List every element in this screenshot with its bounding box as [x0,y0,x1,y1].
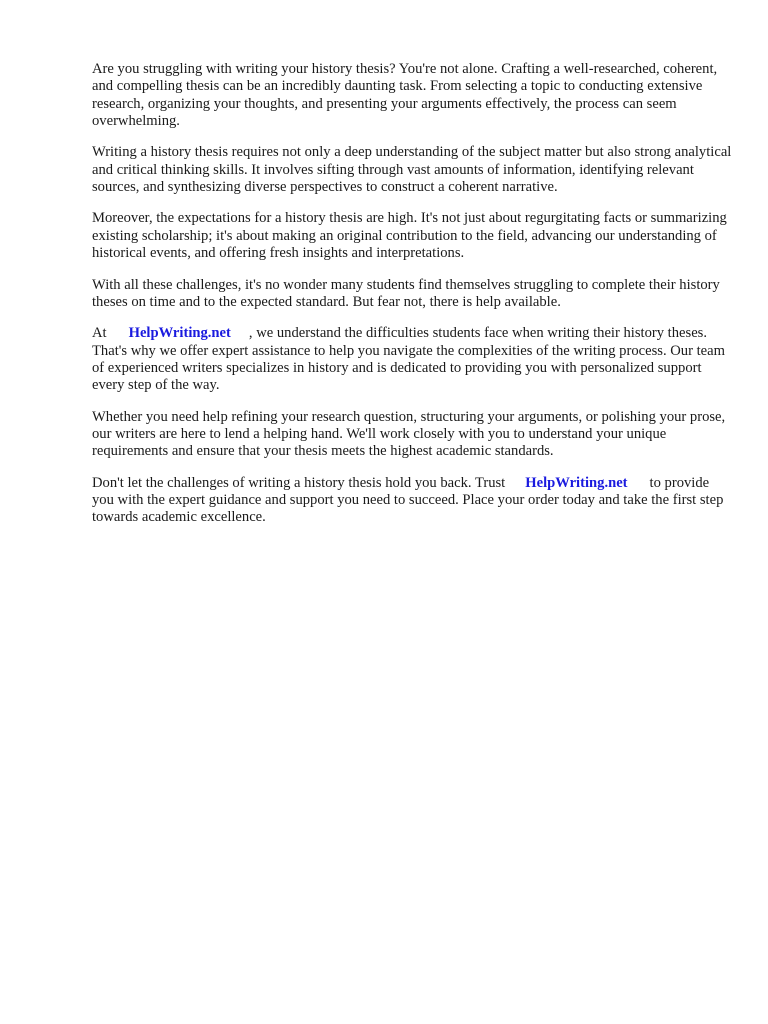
paragraph-closing [92,475,732,527]
helpwriting-link-closing[interactable]: HelpWriting.net [525,474,628,491]
paragraph-requirements: Writing a history thesis requires not only a deep understanding of the subject matter but also strong analytical and critical thinking skills. It involves sifting through vast amounts of information, identifying relevant sources, and synthesizing diverse perspectives to construct a coherent narrative. [92,144,732,195]
paragraph-expectations: Moreover, the expectations for a history thesis are high. It's not just about regurgitating facts or summarizing existing scholarship; it's about making an original contribution to the field, advancing our understanding of historical events, and offering fresh insights and interpretations. [92,210,727,262]
paragraph-service-text: , we understand the difficulties students face when writing their history theses. That's why we offer expert assistance to help you navigate the complexities of the writing process. Our team of experienced writers specializes in history and is dedicated to providing you with personalized support every step of the way. [92,325,725,394]
paragraph-challenges: With all these challenges, it's no wonder many students find themselves struggling to complete their history theses on time and to the expected standard. But fear not, there is help available. [92,276,720,310]
document-body [92,61,732,541]
paragraph-service [92,325,732,394]
paragraph-assistance: Whether you need help refining your research question, structuring your arguments, or polishing your prose, our writers are here to lend a helping hand. We'll work closely with you to understand your unique requirements and ensure that your thesis meets the highest academic standards. [92,408,726,460]
paragraph-service-lead: At [92,325,107,342]
paragraph-closing-text: to provide you with the expert guidance and support you need to succeed. Place your order today and take the first step towards academic excellence. [92,474,724,526]
paragraph-intro: Are you struggling with writing your history thesis? You're not alone. Crafting a well-researched, coherent, and compelling thesis can be an incredibly daunting task. From selecting a topic to conducting extensive research, organizing your thoughts, and presenting your arguments effectively, the process can seem overwhelming. [92,61,718,129]
helpwriting-link[interactable]: HelpWriting.net [128,325,231,342]
paragraph-closing-lead: Don't let the challenges of writing a history thesis hold you back. Trust [92,474,506,491]
